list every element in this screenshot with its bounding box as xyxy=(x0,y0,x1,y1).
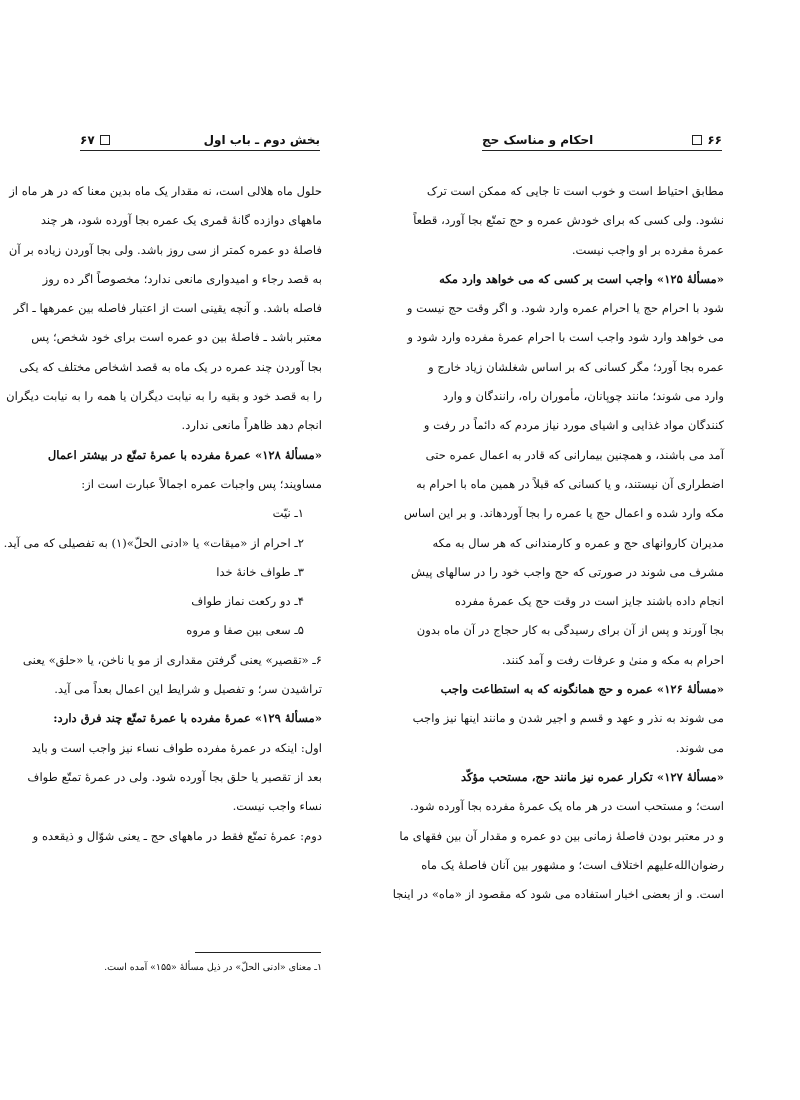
issue-129-heading: «مسألهٔ ۱۲۹» عمرهٔ مفرده با عمرهٔ تمتّع چند فرق دارد: xyxy=(53,711,322,726)
page-number-67 xyxy=(80,133,110,150)
right-page xyxy=(392,0,800,1100)
list-item: ۳ـ طواف خانهٔ خدا xyxy=(216,564,304,579)
issue-127-heading: «مسألهٔ ۱۲۷» تکرار عمره نیز مانند حج، مستحب مؤکّد xyxy=(460,769,724,784)
text-line: کنندگان مواد غذایی و اشیای مورد نیاز مردم که دائماً در رفت و xyxy=(423,418,724,433)
text-line: معتبر باشد ـ فاصلهٔ بین دو عمره است برای خود شخص؛ پس xyxy=(31,330,322,345)
issue-125-heading: «مسألهٔ ۱۲۵» واجب است بر کسی که می خواهد وارد مکه xyxy=(439,271,724,286)
list-item: ۲ـ احرام از «میقات» یا «ادنی الحلّ»(۱) به تفصیلی که می آید. xyxy=(3,535,304,550)
left-page-header xyxy=(80,128,320,151)
running-title-left: بخش دوم ـ باب اول xyxy=(203,133,320,147)
issue-128-heading: «مسألهٔ ۱۲۸» عمرهٔ مفرده با عمرهٔ تمتّع در بیشتر اعمال xyxy=(47,447,322,462)
text-line: وارد می شوند؛ مانند چوپانان، مأموران راه، رانندگان و وارد xyxy=(442,389,724,404)
right-page-header xyxy=(482,128,722,151)
text-line: اضطراری آن نیستند، و یا کسانی که قبلاً در همین ماه با احرام به xyxy=(416,476,724,491)
text-line: دوم: عمرهٔ تمتّع فقط در ماههای حج ـ یعنی شوّال و ذیقعده و xyxy=(32,828,322,843)
text-line: را به قصد خود و بقیه را به نیابت دیگران یا همه را به نیابت دیگران xyxy=(6,389,322,404)
text-line: مدیران کاروانهای حج و عمره و کارمندانی که هر سال به مکه xyxy=(432,535,724,550)
text-line: فاصلهٔ دو عمره کمتر از سی روز باشد. ولی بجا آوردن زیاده بر آن xyxy=(8,242,322,257)
text-line: احرام به مکه و منیٰ و عرفات رفت و آمد کنند. xyxy=(501,652,724,667)
text-line: شود با احرام حج یا احرام عمره وارد شود. و اگر وقت حج نیست و xyxy=(406,301,724,316)
page-number-66 xyxy=(692,133,722,150)
text-line: است. و از بعضی اخبار استفاده می شود که مقصود از «ماه» در اینجا xyxy=(392,887,724,902)
text-line: فاصله باشد. و آنچه یقینی است از اعتبار فاصله بین عمرهها ـ اگر xyxy=(13,301,322,316)
text-line: مکه وارد شده و اعمال حج یا عمره را بجا آوردهاند. و بر این اساس xyxy=(403,506,724,521)
text-line: می خواهد وارد شود واجب است با احرام عمرهٔ مفرده وارد شود و xyxy=(407,330,724,345)
right-page-body xyxy=(392,177,724,909)
text-line: به قصد رجاء و امیدواری مانعی ندارد؛ مخصوصاً اگر ده روز xyxy=(42,271,322,286)
issue-126-heading: «مسألهٔ ۱۲۶» عمره و حج همانگونه که به استطاعت واجب xyxy=(440,682,724,697)
text-line: نساء واجب نیست. xyxy=(232,799,322,814)
text-line: عمره بجا آورد؛ مگر کسانی که بر اساس شغلشان زیاد خارج و xyxy=(428,359,724,374)
page-number-text: ۶۶ xyxy=(707,133,722,147)
text-line: مساویند؛ پس واجبات عمره اجمالاً عبارت است از: xyxy=(81,476,322,491)
text-line: عمرهٔ مفرده بر او واجب نیست. xyxy=(571,242,724,257)
footnote: ۱ـ معنای «ادنی الحلّ» در ذیل مسألهٔ «۱۵۵» آمده است. xyxy=(104,962,322,973)
text-line: نشود. ولی کسی که برای خودش عمره و حج تمتّع بجا آورد، قطعاً xyxy=(413,213,724,228)
list-item: ۱ـ نیّت xyxy=(272,506,304,521)
list-item: ۶ـ «تقصیر» یعنی گرفتن مقداری از مو یا ناخن، یا «حلق» یعنی xyxy=(22,652,322,667)
page-number-text: ۶۷ xyxy=(80,133,95,147)
list-item: ۵ـ سعی بین صفا و مروه xyxy=(186,623,304,638)
text-line: بجا آوردن چند عمره در یک ماه به قصد اشخاص مختلف که یکی xyxy=(19,359,322,374)
text-line: مطابق احتیاط است و خوب است تا جایی که ممکن است ترک xyxy=(426,184,724,198)
text-line: بجا آورند و پس از آن برای رسیدگی به کار حجاج در آن ماه بدون xyxy=(416,623,724,638)
text-line: است؛ و مستحب است در هر ماه یک عمرهٔ مفرده بجا آورده شود. xyxy=(409,799,724,814)
list-item: ۴ـ دو رکعت نماز طواف xyxy=(191,594,304,609)
text-line: و در معتبر بودن فاصلهٔ زمانی بین دو عمره و مقدار آن بین فقهای ما xyxy=(399,828,724,843)
square-icon xyxy=(692,135,702,145)
footnote-divider xyxy=(195,952,321,953)
text-line: ماههای دوازده گانهٔ قمری یک عمره بجا آورده شود، هر چند xyxy=(40,213,322,228)
text-line: اول: اینکه در عمرهٔ مفرده طواف نساء نیز واجب است و باید xyxy=(31,740,322,755)
square-icon xyxy=(100,135,110,145)
text-line: رضوان‌الله‌علیهم اختلاف است؛ و مشهور بین آنان فاصلهٔ یک ماه xyxy=(421,857,724,872)
text-line: بعد از تقصیر یا حلق بجا آورده شود. ولی در عمرهٔ تمتّع طواف xyxy=(27,769,322,784)
text-line: مشرف می شوند در صورتی که حج واجب خود را در سالهای پیش xyxy=(410,564,724,579)
text-line: انجام دهد ظاهراً مانعی ندارد. xyxy=(181,418,322,433)
text-line: انجام داده باشند جایز است در وقت حج یک عمرهٔ مفرده xyxy=(454,594,724,609)
text-line: تراشیدن سر؛ و تفصیل و شرایط این اعمال بعداً می آید. xyxy=(54,682,322,697)
text-line: می شوند به نذر و عهد و قسم و اجیر شدن و مانند اینها نیز واجب xyxy=(412,711,724,726)
text-line: حلول ماه هلالی است، نه مقدار یک ماه بدین معنا که در هر ماه از xyxy=(9,184,322,198)
running-title-right: احکام و مناسک حج xyxy=(482,133,594,147)
text-line: می شوند. xyxy=(675,740,724,755)
text-line: آمد می باشند، و همچنین بیمارانی که قادر به اعمال عمره حتی xyxy=(425,447,724,462)
left-page-body xyxy=(3,177,322,851)
